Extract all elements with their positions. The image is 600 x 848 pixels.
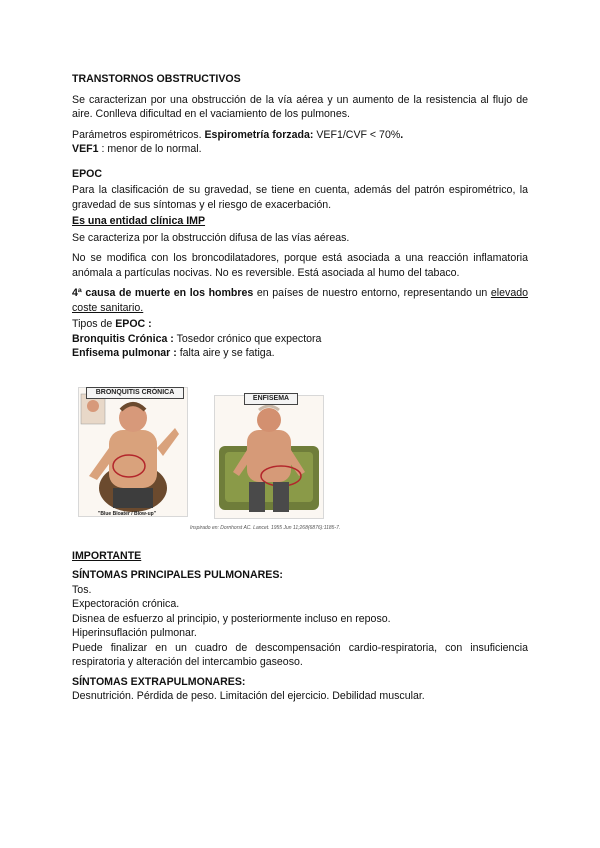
enfis-bold: Enfisema pulmonar : — [72, 347, 177, 359]
paragraph-params — [72, 128, 528, 143]
enfisema-illustration — [214, 395, 324, 519]
pulm-item-5: Puede finalizar en un cuadro de descompensación cardio-respiratoria, con insuficiencia respiratoria y alteración del intercambio gaseoso. — [72, 641, 528, 668]
paragraph-obstruccion: Se caracteriza por la obstrucción difusa de las vías aéreas. — [72, 231, 350, 244]
pulm-item-4: Hiperinsuflación pulmonar. — [72, 627, 197, 639]
epoc-illustration-figure — [72, 375, 528, 547]
types-bold: EPOC : — [115, 318, 152, 330]
cause-text: en países de nuestro entorno, representando un — [253, 287, 491, 299]
pulm-item-1: Tos. — [72, 583, 92, 596]
extrapulmonary-symptoms-text: Desnutrición. Pérdida de peso. Limitación del ejercicio. Debilidad muscular. — [72, 690, 425, 702]
enfis-text: falta aire y se fatiga. — [176, 347, 275, 359]
paragraph-tipos — [72, 317, 528, 332]
paragraph-bronquitis — [72, 332, 528, 347]
bronquitis-illustration — [78, 387, 188, 517]
extrapulmonary-symptoms-title: SÍNTOMAS EXTRAPULMONARES: — [72, 675, 246, 688]
bronquitis-title: BRONQUITIS CRÓNICA — [86, 387, 184, 399]
cause-bold: 4ª causa de muerte en los hombres — [72, 287, 254, 299]
section-title-epoc: EPOC — [72, 167, 103, 180]
bronquitis-drawing — [79, 388, 187, 516]
paragraph-gravedad: Para la clasificación de su gravedad, se tiene en cuenta, además del patrón espirométrico, la gravedad de sus síntomas y el riesgo de exacerbación. — [72, 184, 528, 211]
pulmonary-symptoms-title: SÍNTOMAS PRINCIPALES PULMONARES: — [72, 569, 283, 581]
types-prefix: Tipos de — [72, 318, 116, 330]
params-bold: Espirometría forzada: — [204, 128, 314, 141]
section-title-importante: IMPORTANTE — [72, 549, 142, 562]
pulm-item-3: Disnea de esfuerzo al principio, y posteriormente incluso en reposo. — [72, 612, 391, 625]
pulm-item-2: Expectoración crónica. — [72, 598, 180, 610]
bronquitis-subtitle: "Blue Bloater / Blow-up" — [98, 510, 157, 517]
figure-caption: Inspirado en: Dornhorst AC. Lancet. 1955 Jun 11;268(6876):1185-7. — [190, 524, 341, 531]
vef-bold: VEF1 — [72, 143, 99, 155]
bronq-bold: Bronquitis Crónica : — [72, 332, 174, 345]
paragraph-enfisema — [72, 346, 528, 361]
vef-text: : menor de lo normal. — [98, 143, 202, 155]
params-end: . — [400, 128, 404, 141]
paragraph-causa-muerte — [72, 286, 528, 315]
paragraph-definition: Se caracterizan por una obstrucción de la vía aérea y un aumento de la resistencia al flujo de aire. Conlleva dificultad en el vaciamiento de los pulmones. — [72, 93, 528, 120]
enfisema-title: ENFISEMA — [244, 393, 298, 405]
enfisema-drawing — [215, 396, 323, 518]
bronq-text: Tosedor crónico que expectora — [173, 332, 322, 345]
paragraph-broncodilatadores: No se modifica con los broncodilatadores, porque está asociada a una reacción inflamatoria anómala a partículas nocivas. No es reversible. Está asociada al humo del tabaco. — [72, 252, 528, 279]
document-page — [72, 72, 528, 704]
params-prefix: Parámetros espirométricos. — [72, 128, 202, 141]
entity-heading: Es una entidad clínica IMP — [72, 215, 206, 227]
params-value: VEF1/CVF < 70% — [316, 128, 401, 141]
cause-underline: elevado coste sanitario. — [72, 287, 528, 314]
section-title-obstructivos: TRANSTORNOS OBSTRUCTIVOS — [72, 73, 241, 85]
paragraph-vef1 — [72, 142, 528, 157]
